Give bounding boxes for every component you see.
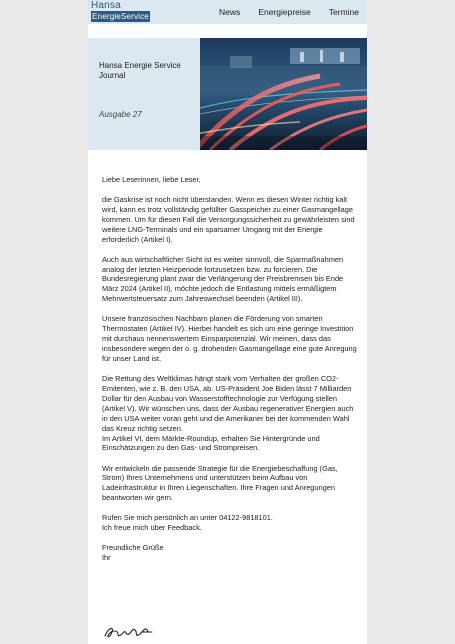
hero-banner [88, 38, 367, 150]
nav-energiepreise[interactable]: Energiepreise [258, 7, 311, 17]
issue-number: Ausgabe 27 [99, 110, 142, 119]
letter-body [102, 175, 358, 573]
hero-title-panel [88, 38, 200, 150]
paragraph-strategie: Wir entwickeln die passende Strategie für die Energiebeschaffung (Gas, Strom) Ihres Unternehmens und unterstützen beim Aufbau von Ladeinfrastruktur in Ihren Liegenschaften. Ihre Fragen und Anregungen beantworten wir gern. [102, 463, 338, 503]
logo-line-1: Hansa [91, 0, 121, 11]
paragraph-weltklima: Die Rettung des Weltklimas hängt stark vom Verhalten der großen CO2-Emitenten, wie z. B. den USA, ab. US-Präsident Joe Biden lässt 7 Milliarden Dollar für den Ausbau von Wasserstofftechnologie zur Verfügung stellen (Artikel V). Wir wünschen uns, dass der Ausbau regenerativer Energien auch in den USA weiter voran geht und die Amerikaner bei der kommenden Wahl das Kreuz richtig setzen. Im Artikel VI, dem Märkte-Roundup, erhalten Sie Hintergründe und Einschätzungen zu den Gas- und Strompreisen. [102, 374, 354, 453]
greeting: Liebe Leserinnen, liebe Leser, [102, 175, 201, 184]
paragraph-sparmassnahmen: Auch aus wirtschaftlicher Sicht ist es weiter sinnvoll, die Sparmaßnahmen analog der letzten Heizperiode fortzusetzen bzw. zu forcieren. Die Bundesregierung plant zwar die Verlängerung der Preisbremsen bis Ende März 2024 (Artikel II), möchte jedoch die Entlastung mittels ermäßigtem Mehrwertsteuersatz zum Jahreswechsel beenden (Artikel III). [102, 254, 344, 304]
paragraph-closing: Freundliche Grüße Ihr [102, 543, 164, 563]
journal-title: Hansa Energie Service Journal [99, 61, 181, 80]
paragraph-gaskrise: die Gaskrise ist noch nicht überstanden. Wenn es diesen Winter richtig kalt wird, kann es trotz vollständig gefüllter Gasspeicher zu einer Gasmangellage kommen. Um für diesen Fall die Versorgungssicherheit zu gewährleisten sind weitere LNG-Terminals und ein sparsamer Umgang mit der Energie erforderlich (Artikel I). [102, 194, 355, 244]
newsletter-page [88, 0, 367, 644]
header-bar [88, 0, 367, 24]
main-nav [219, 0, 359, 24]
paragraph-thermostate: Unsere französischen Nachbarn planen die Förderung von smarten Thermostaten (Artikel IV). Hierbei handelt es sich um eine geringe Investition mit durchaus nennenswertem Einsparpotenzial. Wir meinen, dass das insbesondere wegen der o. g. drohenden Gasmangellage eine gute Anregung für unser Land ist. [102, 314, 357, 363]
company-logo[interactable] [91, 1, 155, 23]
handwritten-signature [102, 622, 162, 642]
nav-news[interactable]: News [219, 7, 241, 17]
nav-termine[interactable]: Termine [328, 7, 359, 17]
hero-image-highway-night [200, 38, 367, 150]
logo-line-2: EnergieService [92, 12, 149, 21]
paragraph-kontakt: Rufen Sie mich persönlich an unter 04122-9818101. Ich freue mich über Feedback. [102, 513, 273, 533]
